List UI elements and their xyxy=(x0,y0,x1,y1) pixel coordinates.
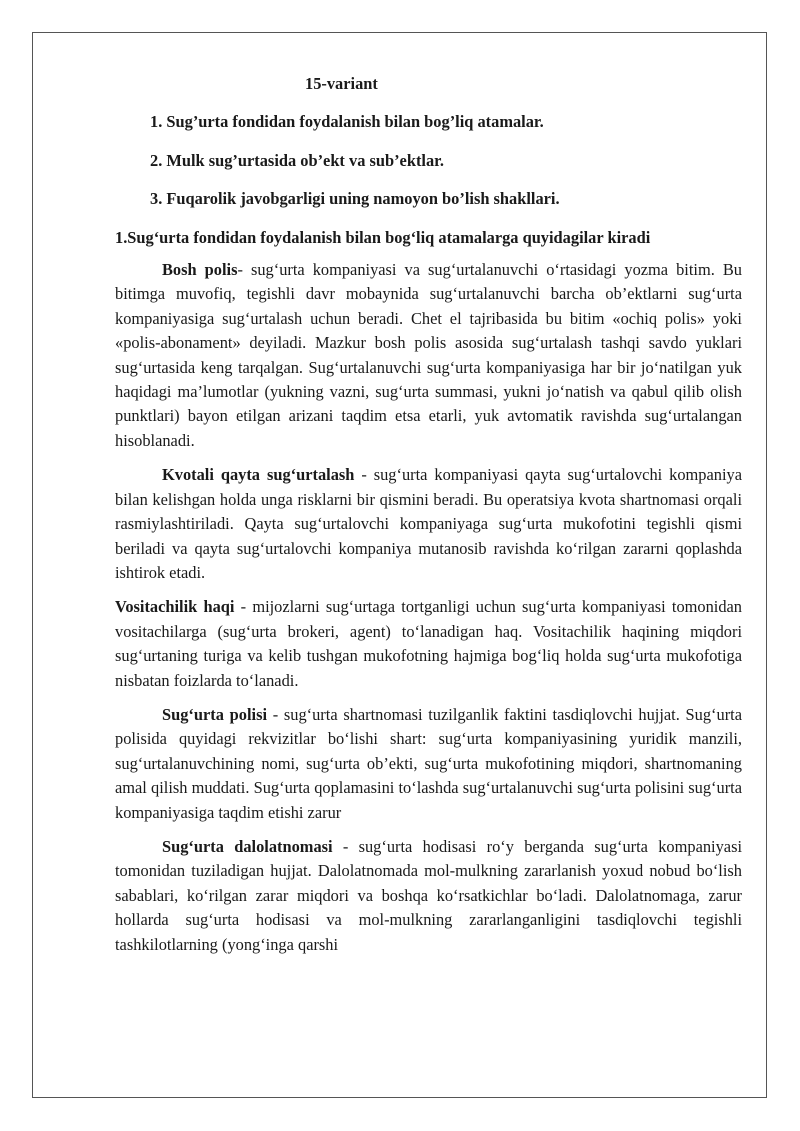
term-sugurta-polisi: Sug‘urta polisi xyxy=(162,704,267,724)
topic-item-3: 3. Fuqarolik javobgarligi uning namoyon bo’lish shakllari. xyxy=(150,189,560,209)
section-heading: 1.Sug‘urta fondidan foydalanish bilan bog‘liq atamalarga quyidagilar kiradi xyxy=(115,227,651,247)
topic-item-1: 1. Sug’urta fondidan foydalanish bilan bog’liq atamalar. xyxy=(150,112,544,132)
paragraph-vositachilik-haqi xyxy=(115,595,742,693)
definition-bosh-polis: - sug‘urta kompaniyasi va sug‘urtalanuvchi o‘rtasidagi yozma bitim. Bu bitimga muvofiq, tegishli davr mobaynida sug‘urtalanuvchi barcha ob’ektlarni sug‘urta kompaniyasiga sug‘urtalash uchun beradi. Chet el tajribasida bu bitim «ochiq polis» yoki «polis-abonament» deyiladi. Mazkur bosh polis asosida sug‘urtalash tashqi savdo yuklari sug‘urtasida keng tarqalgan. Sug‘urtalanuvchi sug‘urta kompaniyasiga har bir jo‘natilgan yuk haqidagi ma’lumotlar (yukning vazni, sug‘urta summasi, yukni jo‘natish va qabul qilib olish punktlari) bayon etilgan arizani taqdim etsa etarli, yuk avtomatik ravishda sug‘urtalangan hisoblanadi. xyxy=(115,260,742,450)
term-sugurta-dalolatnomasi: Sug‘urta dalolatnomasi xyxy=(162,836,333,856)
topic-item-2: 2. Mulk sug’urtasida ob’ekt va sub’ektlar. xyxy=(150,150,445,170)
definition-sugurta-polisi: - sug‘urta shartnomasi tuzilganlik faktini tasdiqlovchi hujjat. Sug‘urta polisida quyidagi rekvizitlar bo‘lishi shart: sug‘urta kompaniyasining yuridik manzili, sug‘urtalanuvchining nomi, sug‘urta ob’ekti, sug‘urta mukofotining miqdori, shartnomaning amal qilish muddati. Sug‘urta qoplamasini to‘lashda sug‘urtalanuvchi sug‘urta polisini sug‘urta kompaniyasiga taqdim etishi zarur xyxy=(115,704,742,822)
definition-sugurta-dalolatnomasi: - sug‘urta hodisasi ro‘y berganda sug‘urta kompaniyasi tomonidan tuziladigan hujjat. Dalolatnomada mol-mulkning zararlanish yoxud nobud bo‘lish sabablari, ko‘rilgan zarar miqdori va boshqa ko‘rsatkichlar bo‘ladi. Dalolatnomaga, zarur hollarda sug‘urta hodisasi va mol-mulkning zararlanganligini tasdiqlovchi tegishli tashkilotlarning (yong‘inga qarshi xyxy=(115,836,743,954)
term-bosh-polis: Bosh polis xyxy=(162,260,238,280)
document-body xyxy=(115,72,742,967)
paragraph-sugurta-dalolatnomasi xyxy=(115,835,742,957)
definition-kvotali-qayta-sugurtalash: - sug‘urta kompaniyasi qayta sug‘urtalovchi kompaniya bilan kelishgan holda unga risklarni bir qismini beradi. Bu operatsiya kvota shartnomasi orqali rasmiylashtiriladi. Qayta sug‘urtalovchi kompaniyaga sug‘urta mukofotini tegishli qismi beriladi va qayta sug‘urtalovchi kompaniya mutanosib ravishda ko‘rilgan zararni qoplashda ishtirok etadi. xyxy=(115,465,742,582)
definition-vositachilik-haqi: - mijozlarni sug‘urtaga tortganligi uchun sug‘urta kompaniyasi tomonidan vositachilarga (sug‘urta brokeri, agent) to‘lanadigan haq. Vositachilik haqining miqdori sug‘urtaning turiga va kelib tushgan mukofotning hajmiga bog‘liq holda sug‘urta mukofotiga nisbatan foizlarda to‘lanadi. xyxy=(115,597,743,690)
variant-title: 15-variant xyxy=(305,74,378,93)
term-vositachilik-haqi: Vositachilik haqi xyxy=(115,597,235,617)
paragraph-bosh-polis xyxy=(115,258,742,453)
paragraph-sugurta-polisi xyxy=(115,703,742,825)
paragraph-kvotali-qayta-sugurtalash xyxy=(115,463,742,585)
term-kvotali-qayta-sugurtalash: Kvotali qayta sug‘urtalash xyxy=(162,465,355,485)
